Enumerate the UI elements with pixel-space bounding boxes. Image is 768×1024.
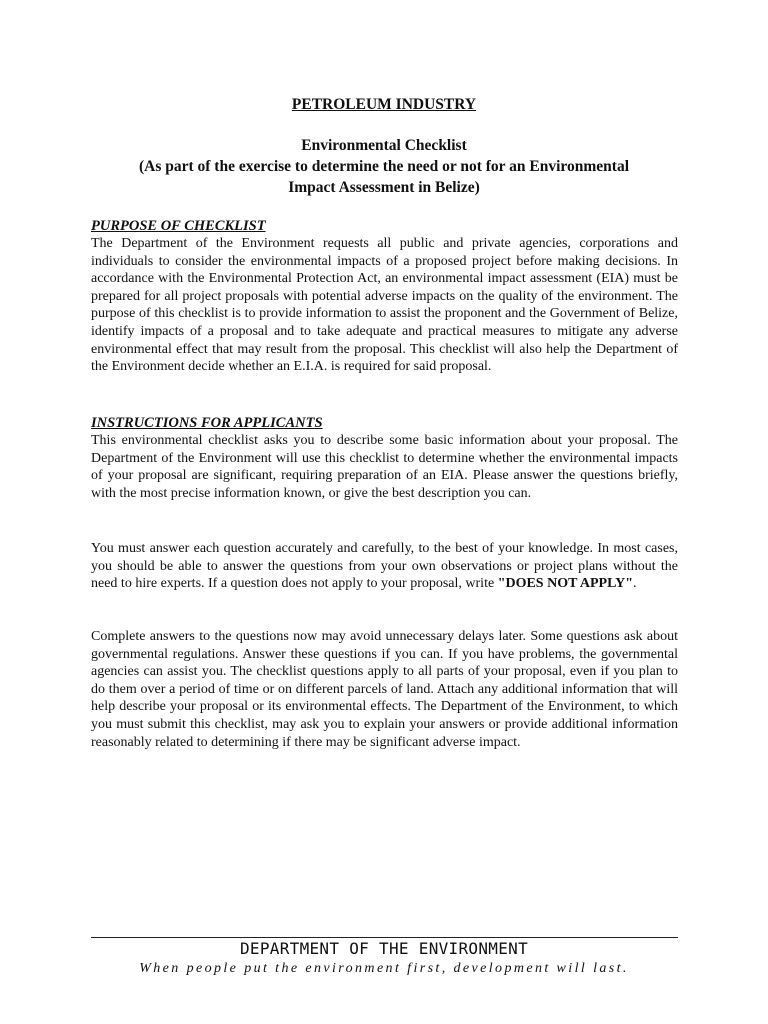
checklist-title: Environmental Checklist <box>301 137 467 154</box>
subtitle-line-1: (As part of the exercise to determine the need or not for an Environmental <box>138 158 630 175</box>
does-not-apply-emphasis: "DOES NOT APPLY" <box>497 576 634 592</box>
instructions-paragraph-2-end: . <box>633 576 637 592</box>
footer-slogan: When people put the environment first, development will last. <box>139 961 629 976</box>
instructions-heading: INSTRUCTIONS FOR APPLICANTS <box>91 415 323 431</box>
industry-title: PETROLEUM INDUSTRY <box>291 96 477 113</box>
subtitle-line-2: Impact Assessment in Belize) <box>288 179 480 196</box>
instructions-paragraph-1: This environmental checklist asks you to describe some basic information about your proposal. The Department of the Environment will use this checklist to determine whether the environmental impacts of your proposal are significant, requiring preparation of an EIA. Please answer the questions briefly, with the most precise information known, or give the best description you can. <box>91 433 678 501</box>
instructions-paragraph-3: Complete answers to the questions now may avoid unnecessary delays later. Some questions ask about governmental regulations. Answer these questions if you can. If you have problems, the governmental agencies can assist you. The checklist questions apply to all parts of your proposal, even if you plan to do them over a period of time or on different parcels of land. Attach any additional information that will help describe your proposal or its environmental effects. The Department of the Environment, to which you must submit this checklist, may ask you to explain your answers or provide additional information reasonably related to determining if there may be significant adverse impact. <box>91 629 678 750</box>
footer-department: DEPARTMENT OF THE ENVIRONMENT <box>239 939 529 958</box>
purpose-paragraph: The Department of the Environment requests all public and private agencies, corporations and individuals to consider the environmental impacts of a proposed project before making decisions. In accordance with the Environmental Protection Act, an environmental impact assessment (EIA) must be prepared for all project proposals with potential adverse impacts on the quality of the environment. The purpose of this checklist is to provide information to assist the proponent and the Government of Belize, identify impacts of a proposal and to take adequate and practical measures to mitigate any adverse environmental effect that may result from the proposal. This checklist will also help the Department of the Environment decide whether an E.I.A. is required for said proposal. <box>91 236 678 375</box>
footer-divider <box>91 937 678 938</box>
purpose-heading: PURPOSE OF CHECKLIST <box>91 218 266 234</box>
instructions-paragraph-2-text: You must answer each question accurately and carefully, to the best of your knowledge. In most cases, you should be able to answer the questions from your own observations or project plans without the need to hire experts. If a question does not apply to your proposal, write <box>91 541 678 592</box>
instructions-paragraph-2 <box>91 540 678 593</box>
